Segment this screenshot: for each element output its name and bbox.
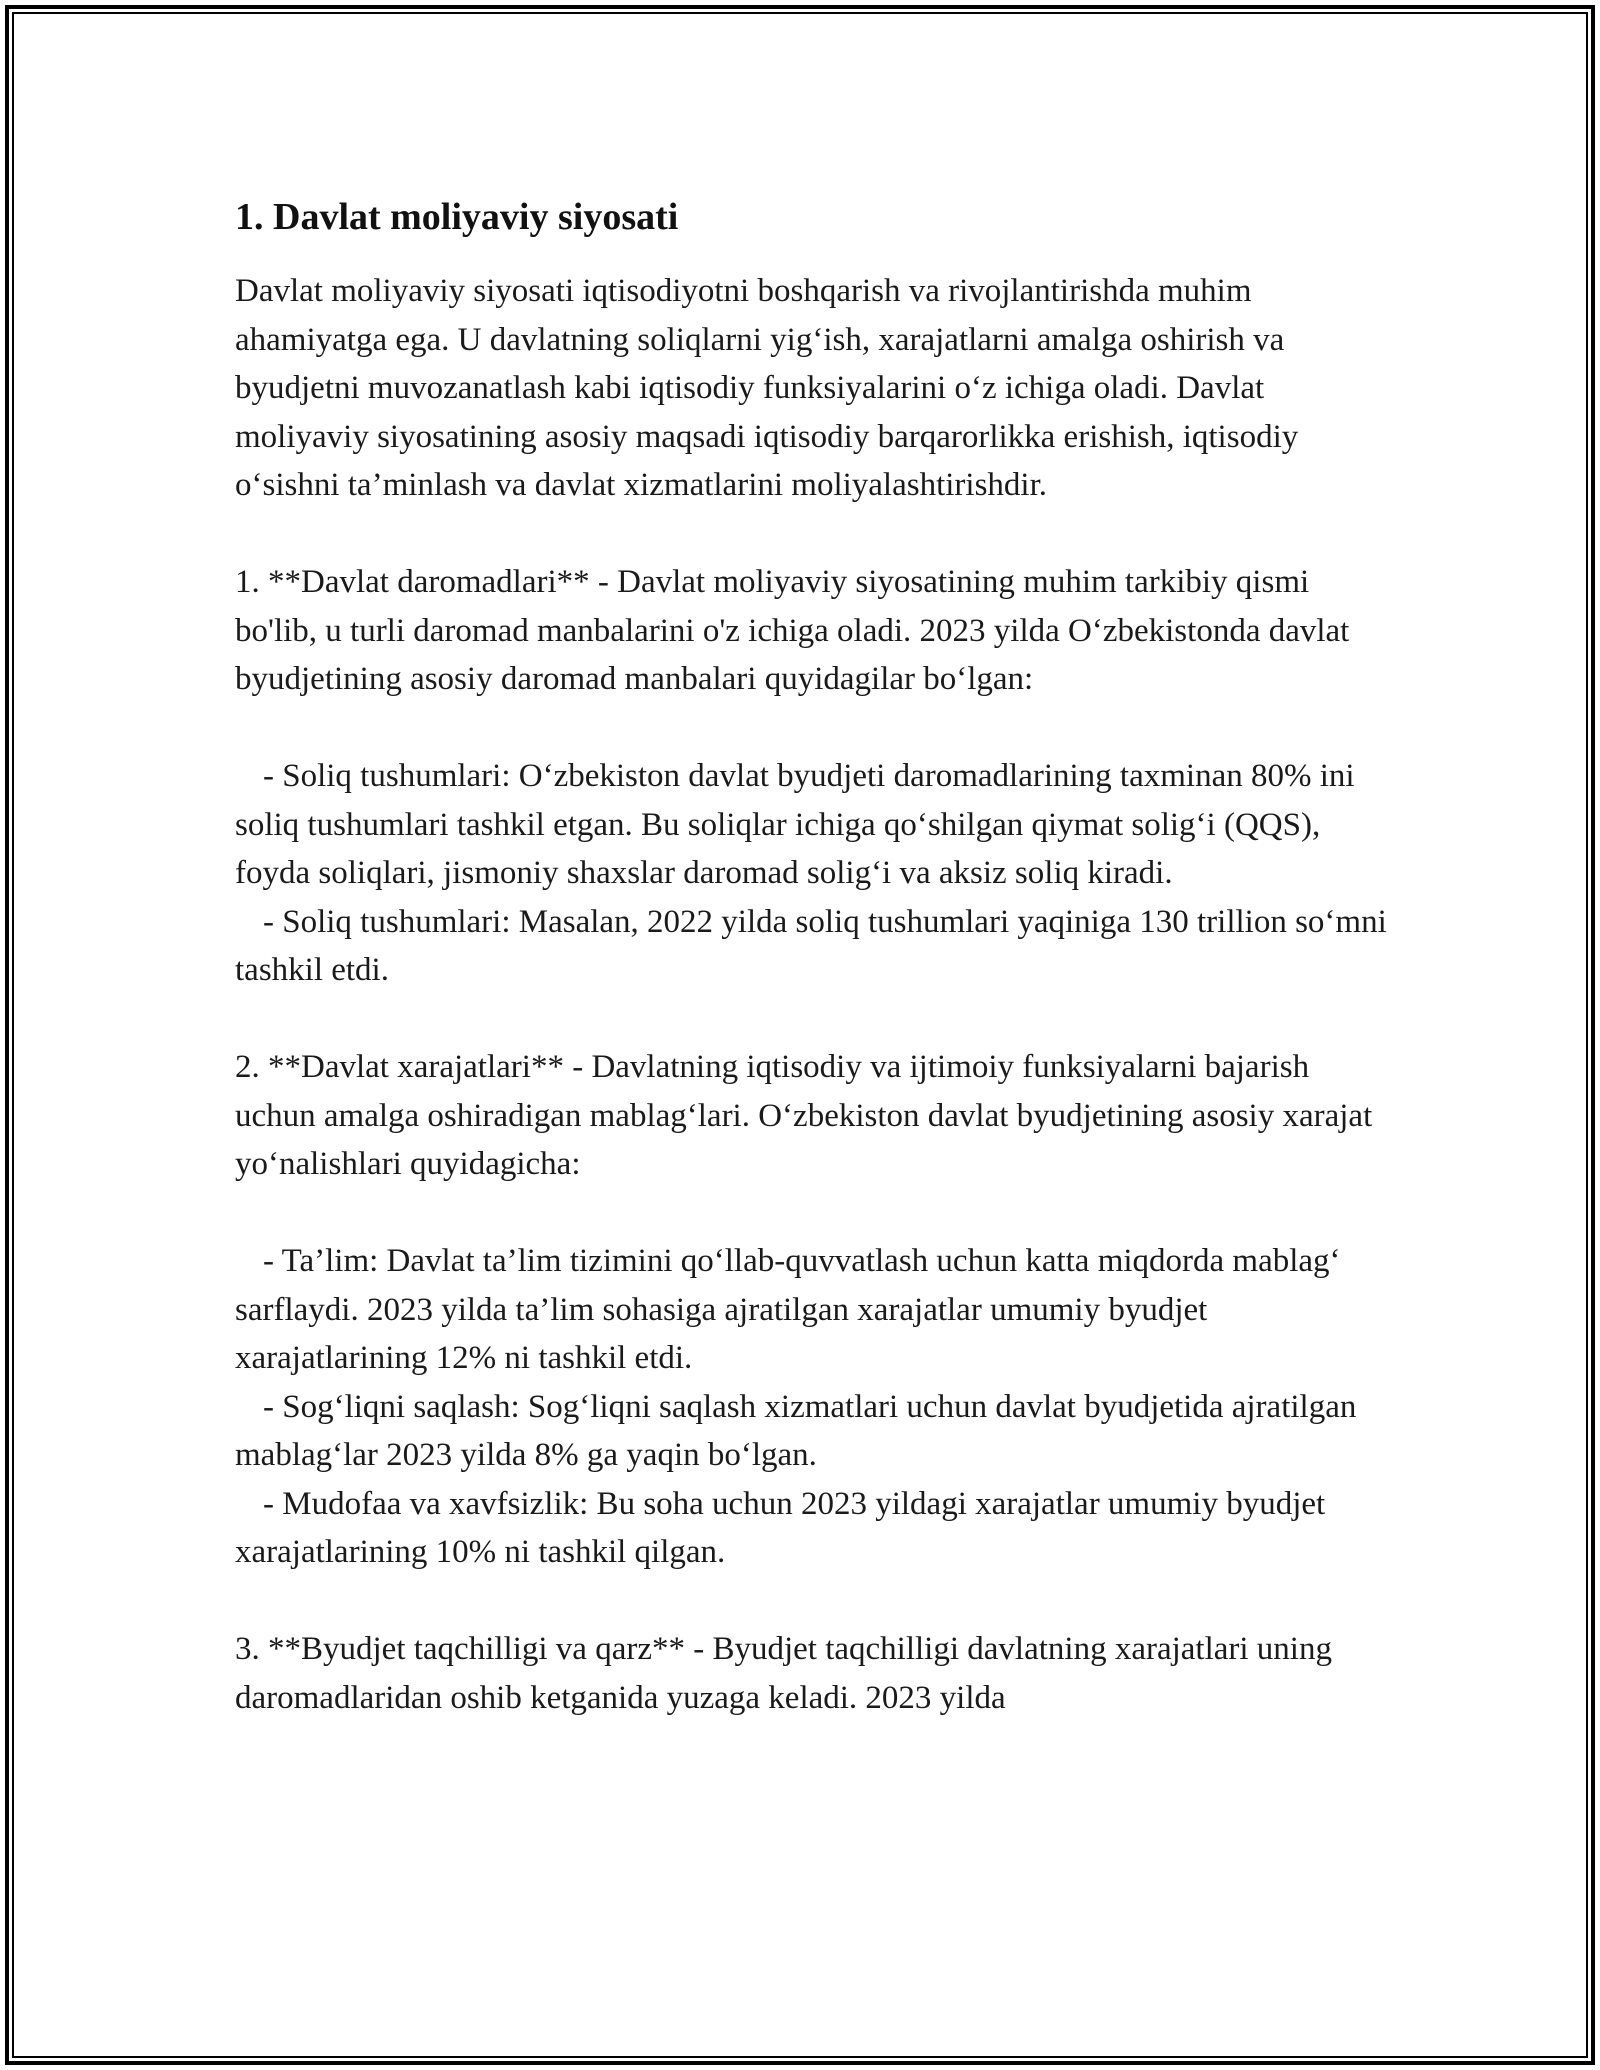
- paragraph-gap: [235, 1189, 1395, 1238]
- paragraph-gap: [235, 995, 1395, 1044]
- paragraph-gap: [235, 704, 1395, 753]
- bullet-item: - Sog‘liqni saqlash: Sog‘liqni saqlash xizmatlari uchun davlat byudjetida ajratilgan mablag‘lar 2023 yilda 8% ga yaqin bo‘lgan.: [235, 1388, 1357, 1473]
- section-1-bullets: [235, 752, 1395, 995]
- section-2-bullets: [235, 1237, 1395, 1577]
- bullet-item: - Soliq tushumlari: Masalan, 2022 yilda soliq tushumlari yaqiniga 130 trillion so‘mni tashkil etdi.: [235, 903, 1387, 988]
- section-1-paragraph: 1. **Davlat daromadlari** - Davlat moliyaviy siyosatining muhim tarkibiy qismi bo'lib, u turli daromad manbalarini o'z ichiga oladi. 2023 yilda O‘zbekistonda davlat byudjetining asosiy daromad manbalari quyidagilar bo‘lgan:: [235, 564, 1350, 697]
- paragraph-gap: [235, 510, 1395, 559]
- section-3-paragraph: 3. **Byudjet taqchilligi va qarz** - Byudjet taqchilligi davlatning xarajatlari uning daromadlaridan oshib ketganida yuzaga keladi. 2023 yilda: [235, 1631, 1332, 1716]
- section-heading: 1. Davlat moliyaviy siyosati: [235, 196, 679, 238]
- bullet-item: - Soliq tushumlari: O‘zbekiston davlat byudjeti daromadlarining taxminan 80% ini soliq tushumlari tashkil etgan. Bu soliqlar ichiga qo‘shilgan qiymat solig‘i (QQS), foyda soliqlari, jismoniy shaxslar daromad solig‘i va aksiz soliq kiradi.: [235, 758, 1355, 891]
- paragraph-gap: [235, 1577, 1395, 1626]
- document-page: [235, 185, 1395, 1722]
- intro-paragraph: Davlat moliyaviy siyosati iqtisodiyotni boshqarish va rivojlantirishda muhim ahamiyatga ega. U davlatning soliqlarni yig‘ish, xarajatlarni amalga oshirish va byudjetni muvozanatlash kabi iqtisodiy funksiyalarini o‘z ichiga oladi. Davlat moliyaviy siyosatining asosiy maqsadi iqtisodiy barqarorlikka erishish, iqtisodiy o‘sishni ta’minlash va davlat xizmatlarini moliyalashtirishdir.: [235, 273, 1299, 503]
- section-2-paragraph: 2. **Davlat xarajatlari** - Davlatning iqtisodiy va ijtimoiy funksiyalarni bajarish uchun amalga oshiradigan mablag‘lari. O‘zbekiston davlat byudjetining asosiy xarajat yo‘nalishlari quyidagicha:: [235, 1049, 1373, 1182]
- bullet-item: - Ta’lim: Davlat ta’lim tizimini qo‘llab-quvvatlash uchun katta miqdorda mablag‘ sarflaydi. 2023 yilda ta’lim sohasiga ajratilgan xarajatlar umumiy byudjet xarajatlarining 12% ni tashkil etdi.: [235, 1243, 1341, 1376]
- bullet-item: - Mudofaa va xavfsizlik: Bu soha uchun 2023 yildagi xarajatlar umumiy byudjet xarajatlarining 10% ni tashkil qilgan.: [235, 1485, 1326, 1570]
